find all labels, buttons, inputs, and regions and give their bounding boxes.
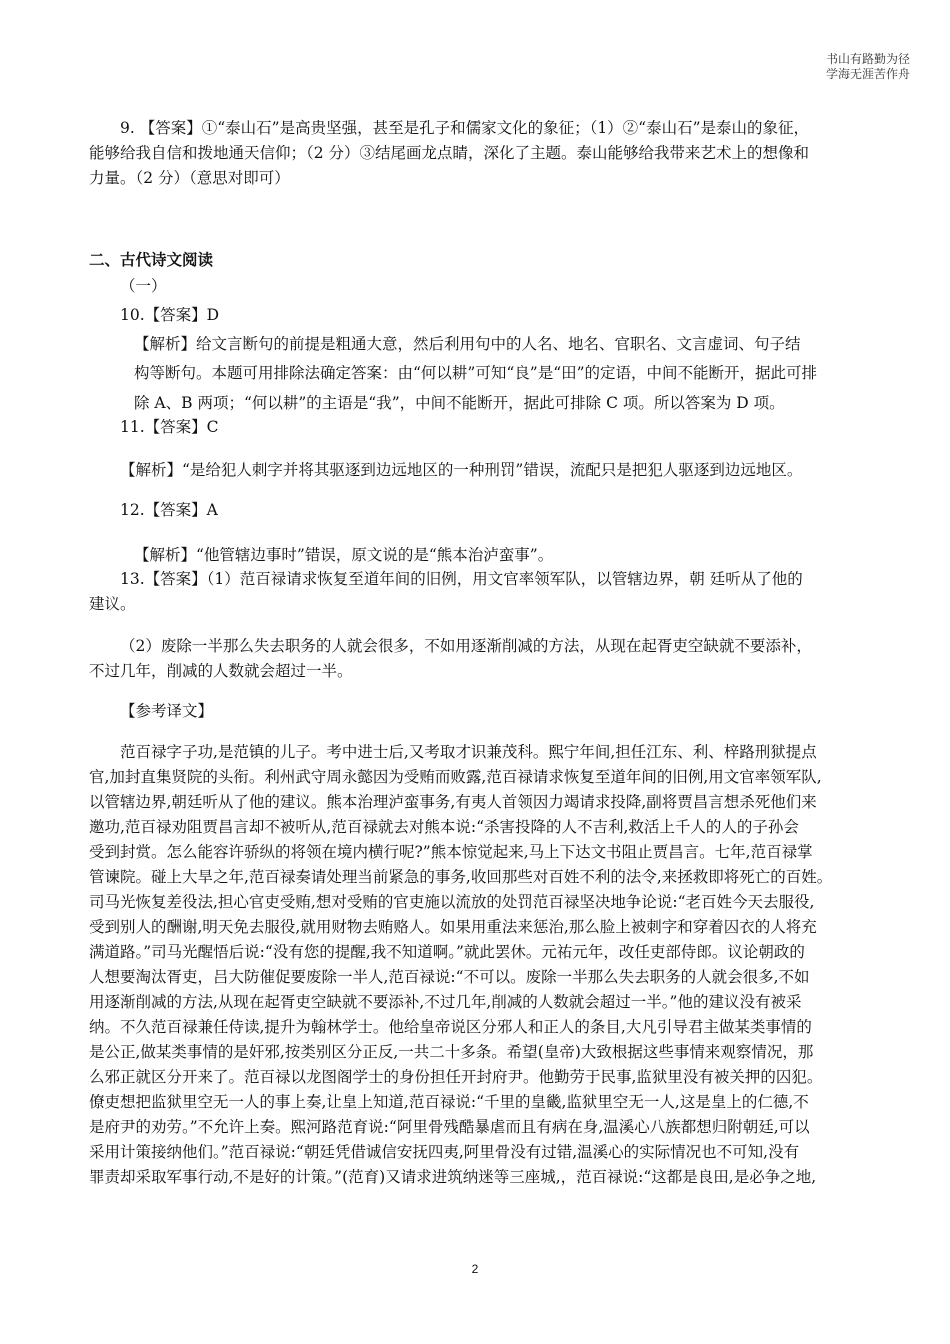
translation-line: 受到封赏。怎么能容许骄纵的将领在境内横行呢?”熊本惊觉起来,马上下达文书阻止贾昌言。七年,范百禄掌 [89, 843, 813, 861]
translation-line: 管谏院。碰上大旱之年,范百禄奏请处理当前紧急的事务,收回那些对百姓不利的法令,来拯救即将死亡的百姓。 [89, 868, 833, 886]
q13-part2-line-1: （2）废除一半那么失去职务的人就会很多，不如用逐渐削减的方法，从现在起胥吏空缺就不要添补， [120, 637, 812, 655]
page-number: 2 [471, 1262, 479, 1276]
q11-answer: 11.【答案】C [120, 418, 219, 436]
translation-line: 官,加封直集贤院的头衔。利州武守周永懿因为受贿而败露,范百禄请求恢复至道年间的旧例,用文官率领军队, [89, 768, 822, 786]
q10-analysis-line-1: 【解析】给文言断句的前提是粗通大意，然后利用句中的人名、地名、官职名、文言虚词、句子结 [134, 335, 801, 353]
translation-line: 采用计策接纳他们。”范百禄说:“朝廷凭借诚信安抚四夷,阿里骨没有过错,温溪心的实际情况也不可知,没有 [89, 1143, 800, 1161]
translation-line: 是公正,做某类事情的是奸邪,按类别区分正反,一共二十多条。希望(皇帝)大致根据这些事情来观察情况，那 [89, 1043, 814, 1061]
q13-part2-line-2: 不过几年，削减的人数就会超过一半。 [89, 662, 353, 680]
q13-answer-line-2: 建议。 [89, 595, 136, 613]
q9-answer-line-2: 能够给我自信和拨地通天信仰；（2 分）③结尾画龙点睛，深化了主题。泰山能够给我带来艺术上的想像和 [89, 144, 810, 162]
section-subtitle: （一） [120, 277, 167, 295]
q11-analysis: 【解析】“是给犯人刺字并将其驱逐到边远地区的一种刑罚”错误，流配只是把犯人驱逐到边远地区。 [120, 461, 803, 479]
translation-line: 用逐渐削减的方法,从现在起胥吏空缺就不要添补,不过几年,削减的人数就会超过一半。”他的建议没有被采 [89, 993, 802, 1011]
q12-analysis: 【解析】“他管辖边事时”错误，原文说的是“熊本治泸蛮事”。 [134, 546, 554, 564]
translation-line: 僚吏想把监狱里空无一人的事上奏,让皇上知道,范百禄说:“千里的皇畿,监狱里空无一人,这是皇上的仁德,不 [89, 1093, 809, 1111]
translation-line: 纳。不久范百禄兼任侍读,提升为翰林学士。他给皇帝说区分邪人和正人的条目,大凡引导君主做某类事情的 [89, 1018, 812, 1036]
q9-answer-line-1: 9. 【答案】①“泰山石”是高贵坚强，甚至是孔子和儒家文化的象征；（1）②“泰山石”是泰山的象征， [120, 119, 810, 137]
q10-analysis-line-2: 构等断句。本题可用排除法确定答案：由“何以耕”可知“良”是“田”的定语，中间不能断开，据此可排 [134, 364, 818, 382]
translation-line: 人想要淘汰胥吏，吕大防催促要废除一半人,范百禄说:“不可以。废除一半那么失去职务的人就会很多,不如 [89, 968, 810, 986]
translation-line: 范百禄字子功,是范镇的儿子。考中进士后,又考取才识兼茂科。熙宁年间,担任江东、利、梓路刑狱提点 [120, 743, 817, 761]
q12-answer: 12.【答案】A [120, 501, 218, 519]
translation-line: 是府尹的劝劳。”不允许上奏。熙河路范育说:“阿里骨残酷暴虐而且有病在身,温溪心八族都想归附朝廷,可以 [89, 1118, 810, 1136]
q13-answer-line-1: 13.【答案】（1）范百禄请求恢复至道年间的旧例，用文官率领军队，以管辖边界，朝 廷听从了他的 [120, 570, 803, 588]
translation-line: 以管辖边界,朝廷听从了他的建议。熊本治理泸蛮事务,有夷人首领因力竭请求投降,副将贾昌言想杀死他们来 [89, 793, 817, 811]
translation-body [89, 740, 919, 1190]
translation-line: 邀功,范百禄劝阻贾昌言却不被听从,范百禄就去对熊本说:“杀害投降的人不吉利,救活上千人的人的子孙会 [89, 818, 799, 836]
translation-line: 么邪正就区分开来了。范百禄以龙图阁学士的身份担任开封府尹。他勤劳于民事,监狱里没有被关押的囚犯。 [89, 1068, 823, 1086]
page-header [826, 52, 910, 82]
translation-heading: 【参考译文】 [120, 702, 214, 720]
q9-answer-line-3: 力量。（2 分）（意思对即可） [89, 169, 290, 187]
section-title: 二、古代诗文阅读 [89, 250, 214, 269]
header-motto-line-2: 学海无涯苦作舟 [825, 67, 910, 81]
q10-answer: 10.【答案】D [120, 306, 220, 324]
translation-line: 罪责却采取军事行动,不是好的计策。”(范育)又请求进筑纳迷等三座城,，范百禄说:“这都是良田,是必争之地, [89, 1168, 817, 1186]
translation-line: 满道路。”司马光醒悟后说:“没有您的提醒,我不知道啊。”就此罢休。元祐元年，改任吏部侍郎。议论朝政的 [89, 943, 805, 961]
q10-analysis-line-3: 除 A、B 两项；“何以耕”的主语是“我”，中间不能断开，据此可排除 C 项。所以答案为 D 项。 [134, 394, 785, 412]
header-motto-line-1: 书山有路勤为径 [825, 52, 910, 66]
translation-line: 受到别人的酬谢,明天免去服役,就用财物去贿赂人。如果用重法来惩治,那么脸上被刺字和穿着囚衣的人将充 [89, 918, 817, 936]
translation-line: 司马光恢复差役法,担心官吏受贿,想对受贿的官吏施以流放的处罚范百禄坚决地争论说:“老百姓今天去服役, [89, 893, 815, 911]
